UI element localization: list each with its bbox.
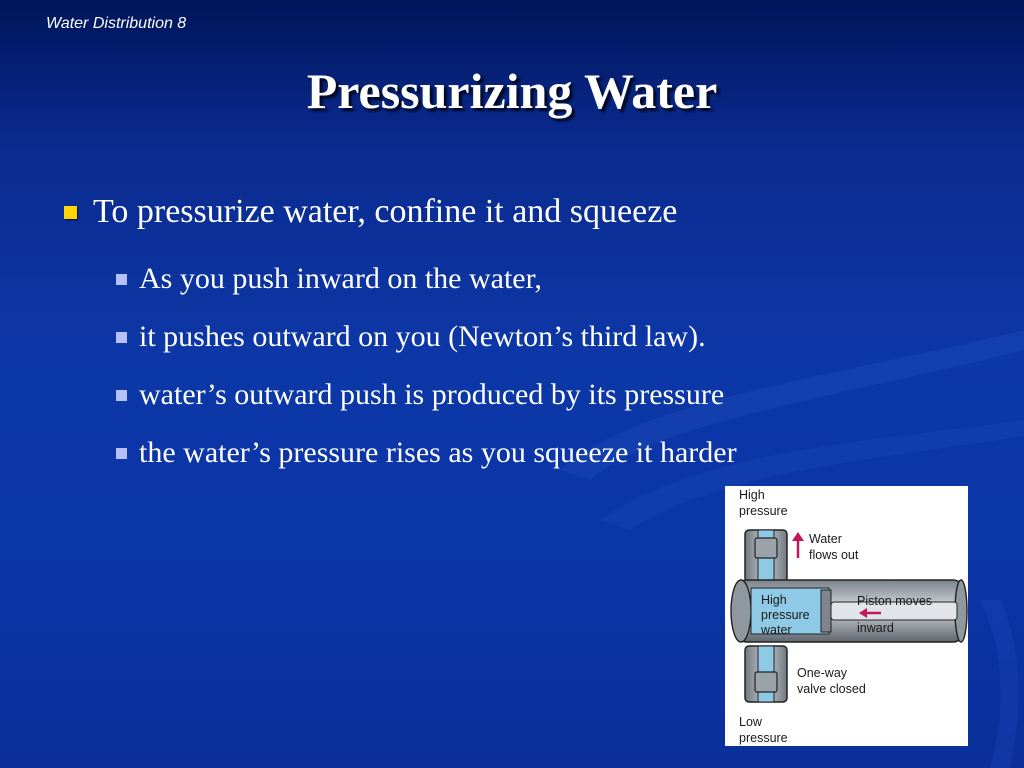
sub-bullet-text: water’s outward push is produced by its pressure [139, 378, 725, 411]
bottom-valve [755, 672, 777, 692]
label-valve-2: valve closed [797, 682, 866, 696]
label-hp-water: High [761, 593, 787, 607]
label-high-pressure-top-2: pressure [739, 504, 788, 518]
label-piston-2: inward [857, 621, 894, 635]
label-low-pressure-2: pressure [739, 731, 788, 745]
pump-diagram [725, 486, 968, 746]
square-bullet-icon [116, 448, 127, 459]
label-hp-water-2: pressure [761, 608, 810, 622]
sub-bullet-text: As you push inward on the water, [139, 262, 542, 295]
sub-bullet-text: the water’s pressure rises as you squeeze it harder [139, 436, 737, 469]
sub-bullet-item [116, 250, 737, 308]
square-bullet-icon [116, 390, 127, 401]
square-bullet-icon [116, 274, 127, 285]
top-valve [755, 538, 777, 558]
main-bullet-text: To pressurize water, confine it and squeeze [93, 193, 678, 230]
sub-bullet-item [116, 308, 737, 366]
up-arrow-icon [792, 532, 804, 541]
sub-bullet-item [116, 366, 737, 424]
sub-bullet-item [116, 424, 737, 482]
sub-bullet-list [116, 250, 737, 482]
piston [821, 590, 831, 632]
slide-title: Pressurizing Water [306, 63, 718, 119]
yellow-square-bullet-icon [64, 206, 77, 219]
sub-bullet-text: it pushes outward on you (Newton’s third law). [139, 320, 706, 353]
main-bullet [64, 190, 677, 234]
slide-header: Water Distribution 8 [46, 15, 187, 32]
label-low-pressure: Low [739, 715, 762, 729]
label-piston: Piston moves [857, 594, 933, 608]
label-hp-water-3: water [761, 623, 792, 637]
label-high-pressure-top: High [739, 488, 765, 502]
label-valve: One-way [797, 666, 848, 680]
pump-diagram-svg [725, 486, 968, 746]
label-water-flows: Water [809, 532, 842, 546]
label-water-flows-2: flows out [809, 548, 859, 562]
square-bullet-icon [116, 332, 127, 343]
